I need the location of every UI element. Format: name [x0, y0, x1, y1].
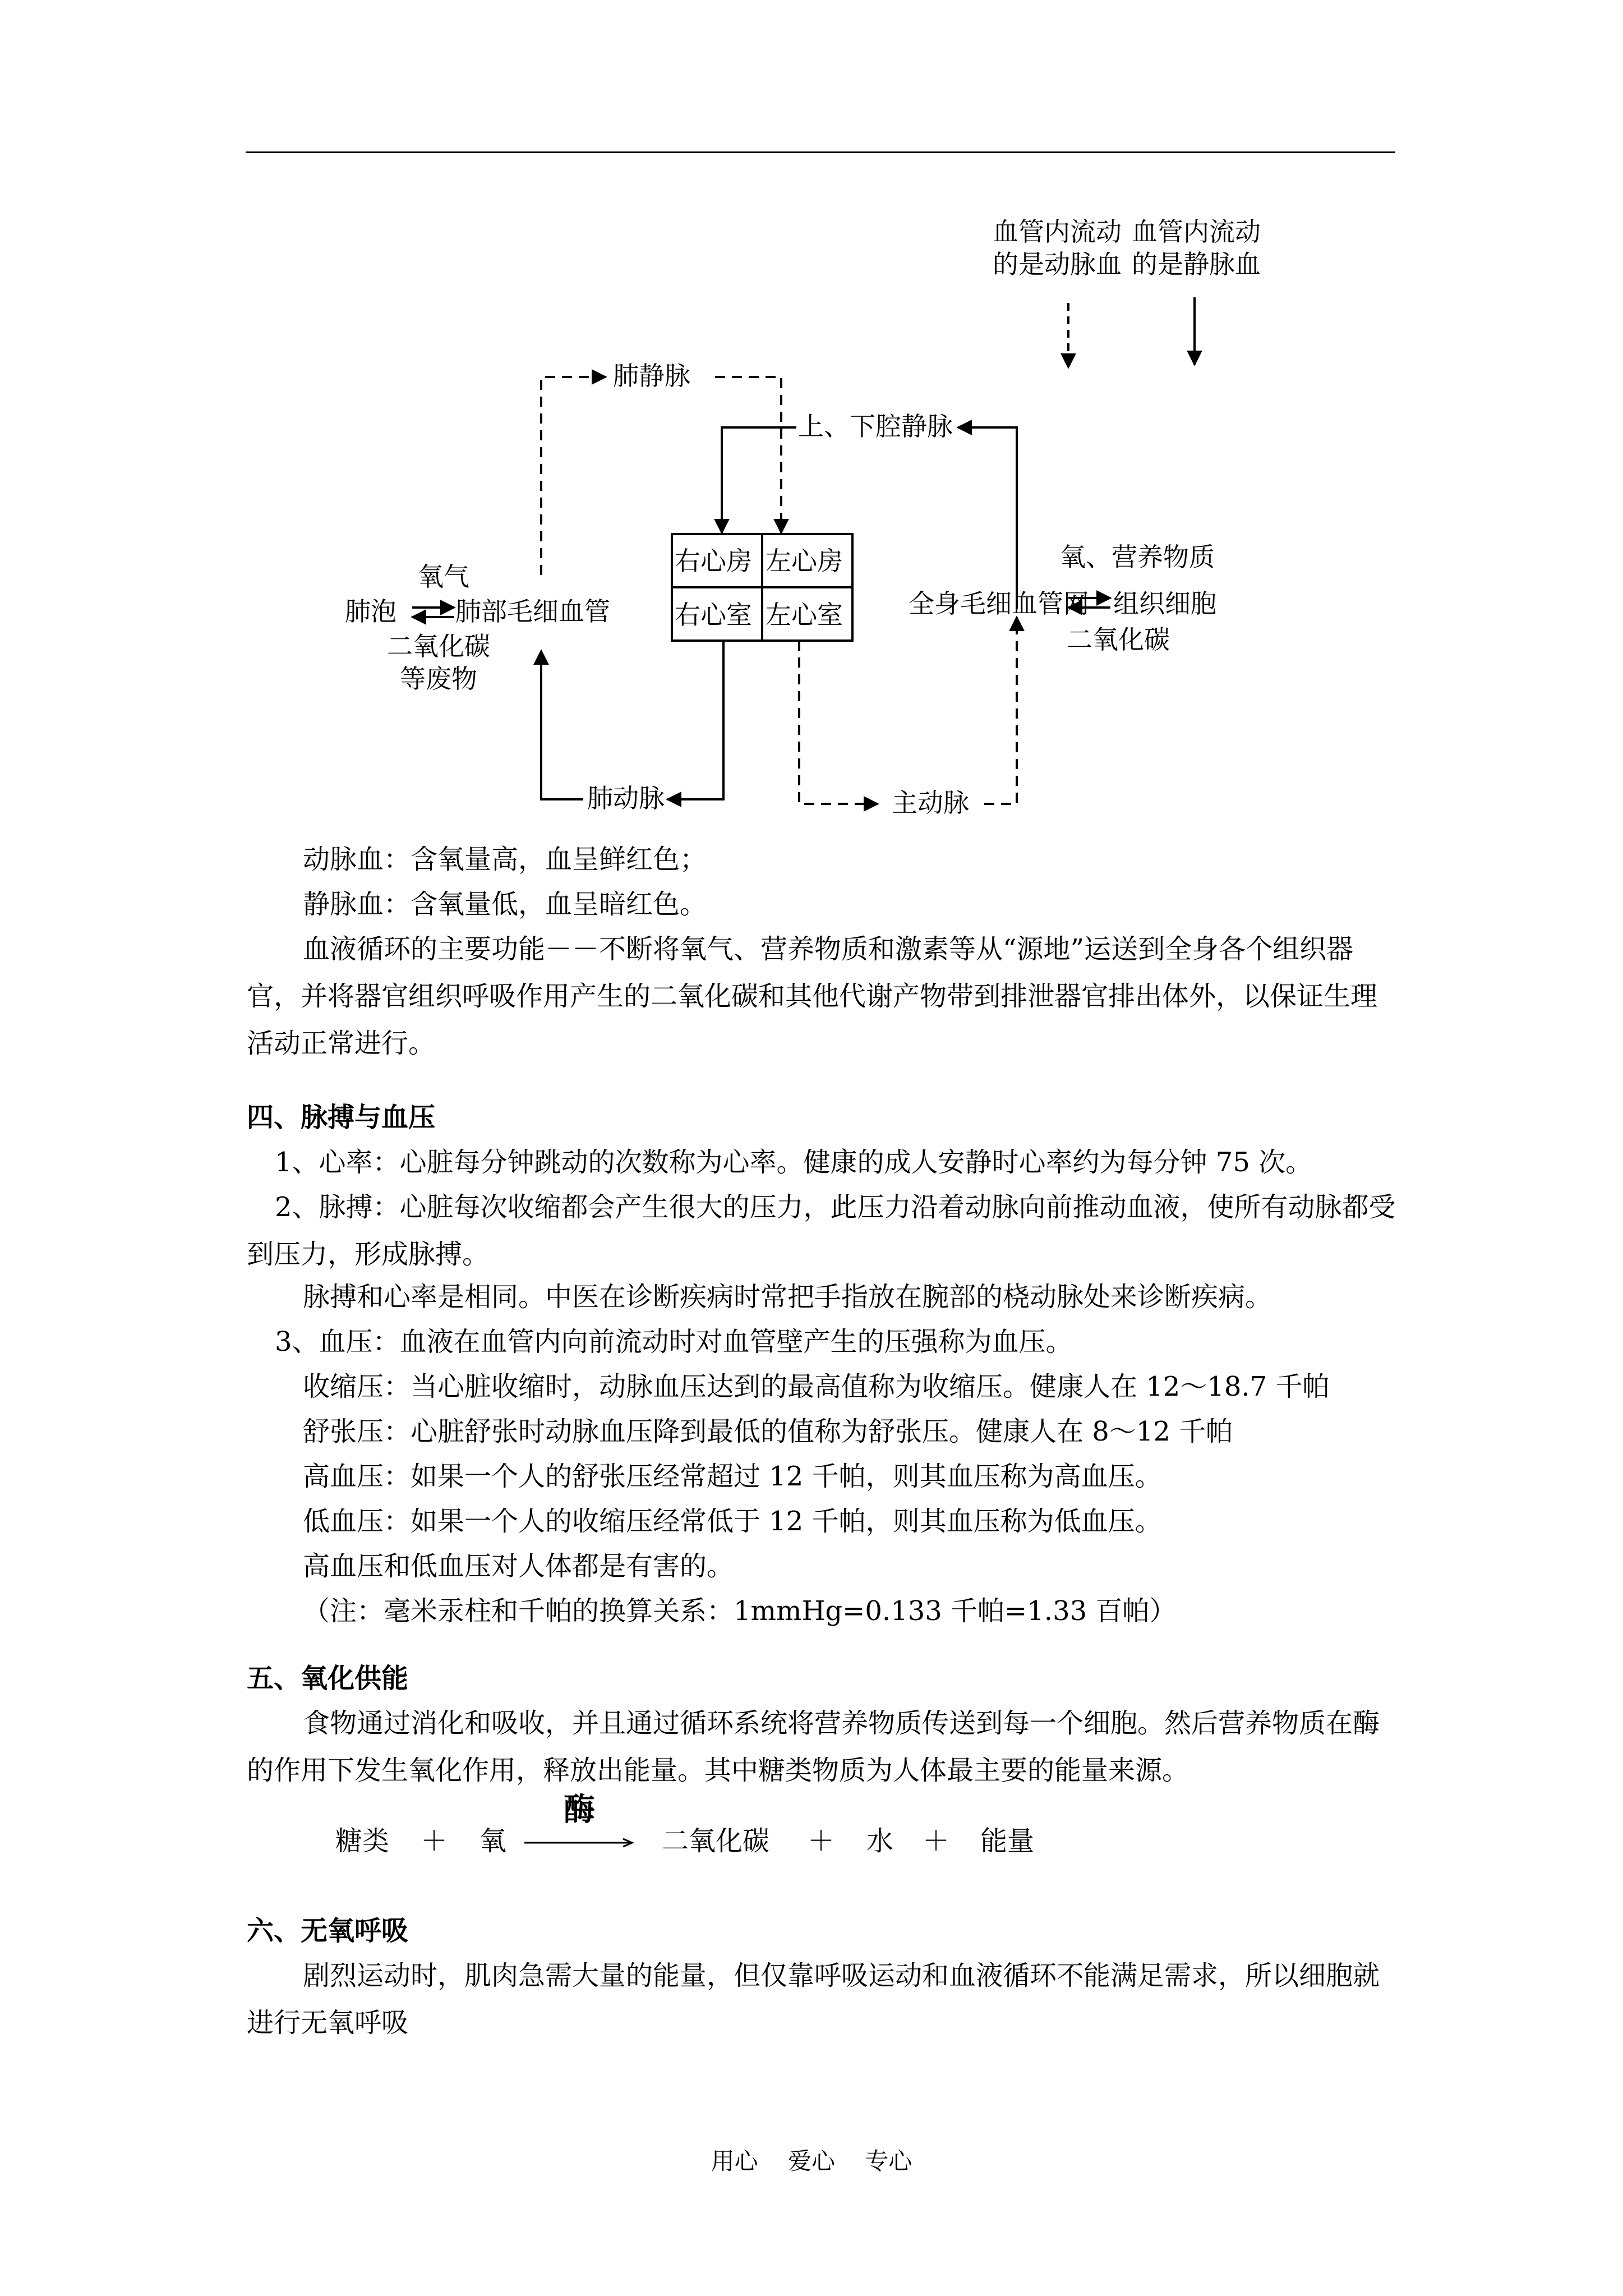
right-ventricle-label: 右心室 — [675, 600, 752, 630]
right-atrium-label: 右心房 — [675, 546, 752, 576]
left-atrium-label: 左心房 — [766, 546, 843, 576]
co2-label: 二氧化碳 — [1067, 624, 1170, 655]
oxidation-paragraph: 食物通过消化和吸收，并且通过循环系统将营养物质传送到每一个细胞。然后营养物质在酶的作用下发生氧化作用，释放出能量。其中糖类物质为人体最主要的能量来源。 — [247, 1708, 1380, 1786]
pulmonary-artery-path — [667, 641, 723, 799]
pulmonary-vein-label: 肺静脉 — [613, 361, 690, 391]
pulmonary-vein-path — [541, 377, 606, 575]
co2-waste-label: 二氧化碳 等废物 — [387, 631, 490, 694]
eq-energy: 能量 — [980, 1825, 1035, 1857]
lung-capillary-label: 肺部毛细血管 — [455, 596, 610, 627]
left-ventricle-label: 左心室 — [766, 600, 843, 630]
heading-pulse-bp: 四、脉搏与血压 — [247, 1102, 436, 1133]
eq-sugar: 糖类 — [335, 1825, 390, 1857]
pulse-same-line: 脉搏和心率是相同。中医在诊断疾病时常把手指放在腕部的桡动脉处来诊断疾病。 — [303, 1281, 1272, 1313]
eq-water: 水 — [866, 1825, 894, 1857]
pulmonary-artery-to-lung — [541, 651, 583, 799]
function-paragraph: 血液循环的主要功能－－不断将氧气、营养物质和激素等从“源地”运送到全身各个组织器官，并将器官组织呼吸作用产生的二氧化碳和其他代谢产物带到排泄器官排出体外，以保证生理活动正常进行。 — [247, 933, 1378, 1059]
eq-plus-2: ＋ — [808, 1825, 835, 1857]
eq-plus-3: ＋ — [923, 1825, 950, 1857]
arterial-blood-line: 动脉血：含氧量高，血呈鲜红色； — [303, 844, 707, 875]
eq-arrow — [524, 1834, 637, 1851]
heading-anaerobic: 六、无氧呼吸 — [247, 1915, 409, 1947]
bp-line: 3、血压：血液在血管内向前流动时对血管壁产生的压强称为血压。 — [275, 1326, 1073, 1358]
oxygen-label: 氧气 — [418, 562, 469, 592]
systolic-line: 收缩压：当心脏收缩时，动脉血压达到的最高值称为收缩压。健康人在 12～18.7 千帕 — [303, 1371, 1330, 1402]
low-bp-line: 低血压：如果一个人的收缩压经常低于 12 千帕，则其血压称为低血压。 — [303, 1506, 1162, 1537]
tissue-cells-label: 组织细胞 — [1113, 588, 1216, 619]
eq-plus-1: ＋ — [421, 1825, 448, 1857]
eq-oxygen: 氧 — [479, 1825, 507, 1857]
heart-rate-line: 1、心率：心脏每分钟跳动的次数称为心率。健康的成人安静时心率约为每分钟 75 次。 — [275, 1147, 1313, 1178]
venous-blood-line: 静脉血：含氧量低，血呈暗红色。 — [303, 889, 707, 920]
aorta-path — [799, 641, 878, 804]
aorta-label: 主动脉 — [892, 788, 969, 818]
vena-cava-to-right-atrium — [722, 427, 796, 533]
heading-oxidation: 五、氧化供能 — [247, 1663, 409, 1694]
vena-cava-label: 上、下腔静脉 — [798, 411, 953, 441]
vena-cava-path — [958, 427, 1017, 609]
body-capillary-label: 全身毛细血管网 — [909, 588, 1089, 619]
alveoli-label: 肺泡 — [345, 596, 396, 627]
harm-line: 高血压和低血压对人体都是有害的。 — [303, 1550, 734, 1582]
top-note-artery: 血管内流动 的是动脉血 — [993, 217, 1122, 279]
aorta-to-body — [984, 617, 1017, 804]
footer-motto: 用心 爱心 专心 — [711, 2147, 912, 2175]
high-bp-line: 高血压：如果一个人的舒张压经常超过 12 千帕，则其血压称为高血压。 — [303, 1461, 1162, 1492]
diastolic-line: 舒张压：心脏舒张时动脉血压降到最低的值称为舒张压。健康人在 8～12 千帕 — [303, 1416, 1233, 1447]
top-note-vein: 血管内流动 的是静脉血 — [1132, 217, 1261, 279]
oxygen-nutrients-label: 氧、营养物质 — [1060, 542, 1215, 572]
eq-enzyme: 酶 — [564, 1792, 595, 1828]
eq-co2: 二氧化碳 — [662, 1825, 770, 1857]
pulmonary-artery-label: 肺动脉 — [587, 783, 665, 813]
pulmonary-vein-to-left-atrium — [715, 377, 781, 533]
pulse-paragraph: 2、脉搏：心脏每次收缩都会产生很大的压力，此压力沿着动脉向前推动血液，使所有动脉都受到压力，形成脉搏。 — [247, 1191, 1396, 1270]
conversion-note: （注：毫米汞柱和千帕的换算关系：1mmHg=0.133 千帕=1.33 百帕） — [303, 1595, 1177, 1627]
anaerobic-paragraph: 剧烈运动时，肌肉急需大量的能量，但仅靠呼吸运动和血液循环不能满足需求，所以细胞就进行无氧呼吸 — [247, 1960, 1380, 2039]
